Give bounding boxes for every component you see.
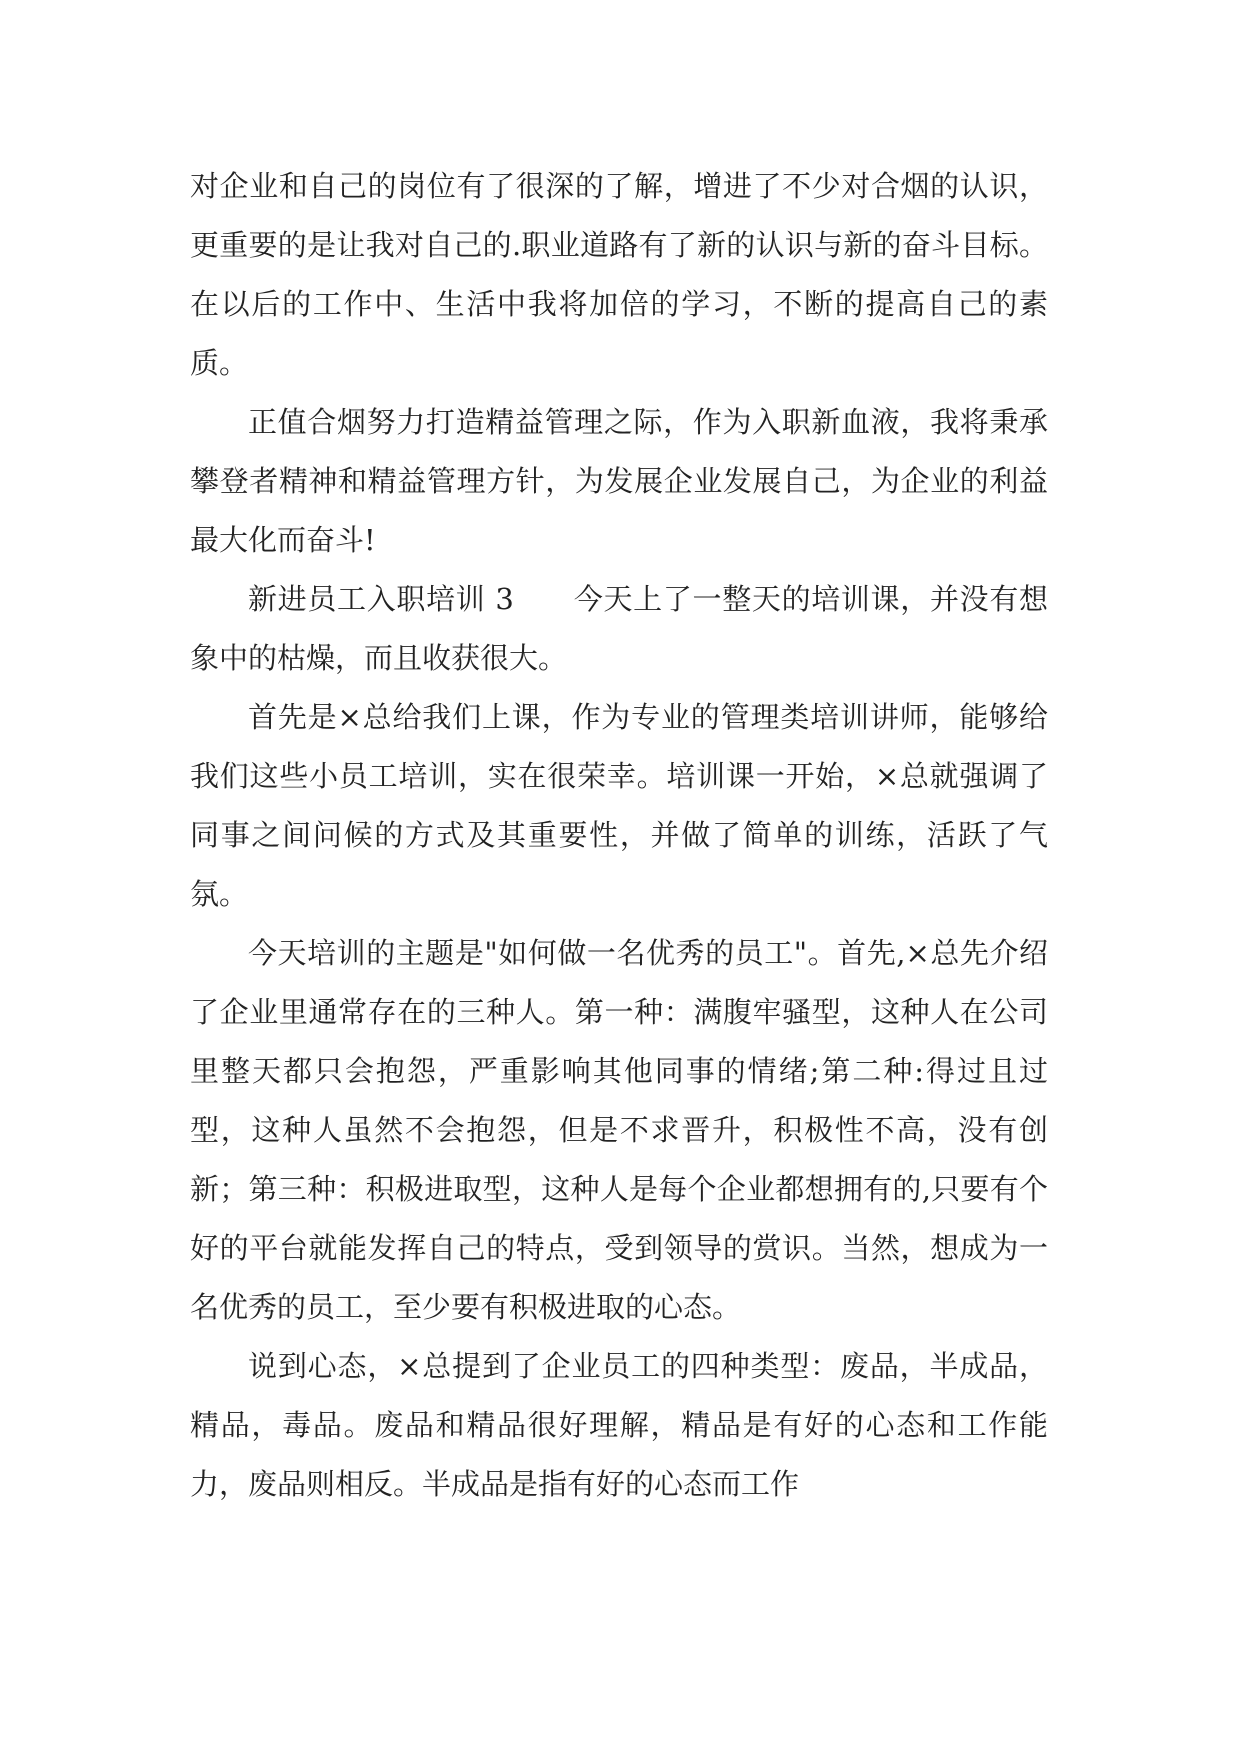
paragraph-1: 对企业和自己的岗位有了很深的了解，增进了不少对合烟的认识，更重要的是让我对自己的.职业道路有了新的认识与新的奋斗目标。在以后的工作中、生活中我将加倍的学习，不断的提高自己的素质。 <box>190 169 1048 380</box>
paragraph-4: 首先是×总给我们上课，作为专业的管理类培训讲师，能够给我们这些小员工培训，实在很荣幸。培训课一开始，×总就强调了同事之间问候的方式及其重要性，并做了简单的训练，活跃了气氛。 <box>190 700 1048 911</box>
paragraph-3: 新进员工入职培训 3 今天上了一整天的培训课，并没有想象中的枯燥，而且收获很大。 <box>190 582 1048 675</box>
paragraph-2: 正值合烟努力打造精益管理之际，作为入职新血液，我将秉承攀登者精神和精益管理方针，为发展企业发展自己，为企业的利益最大化而奋斗! <box>190 405 1048 557</box>
paragraph-6: 说到心态，×总提到了企业员工的四种类型：废品，半成品，精品，毒品。废品和精品很好理解，精品是有好的心态和工作能力，废品则相反。半成品是指有好的心态而工作 <box>190 1349 1048 1501</box>
document-body <box>190 157 1048 1514</box>
paragraph-5: 今天培训的主题是"如何做一名优秀的员工"。首先,×总先介绍了企业里通常存在的三种人。第一种：满腹牢骚型，这种人在公司里整天都只会抱怨，严重影响其他同事的情绪;第二种:得过且过型，这种人虽然不会抱怨，但是不求晋升，积极性不高，没有创新；第三种：积极进取型，这种人是每个企业都想拥有的,只要有个好的平台就能发挥自己的特点，受到领导的赏识。当然，想成为一名优秀的员工，至少要有积极进取的心态。 <box>190 936 1048 1324</box>
